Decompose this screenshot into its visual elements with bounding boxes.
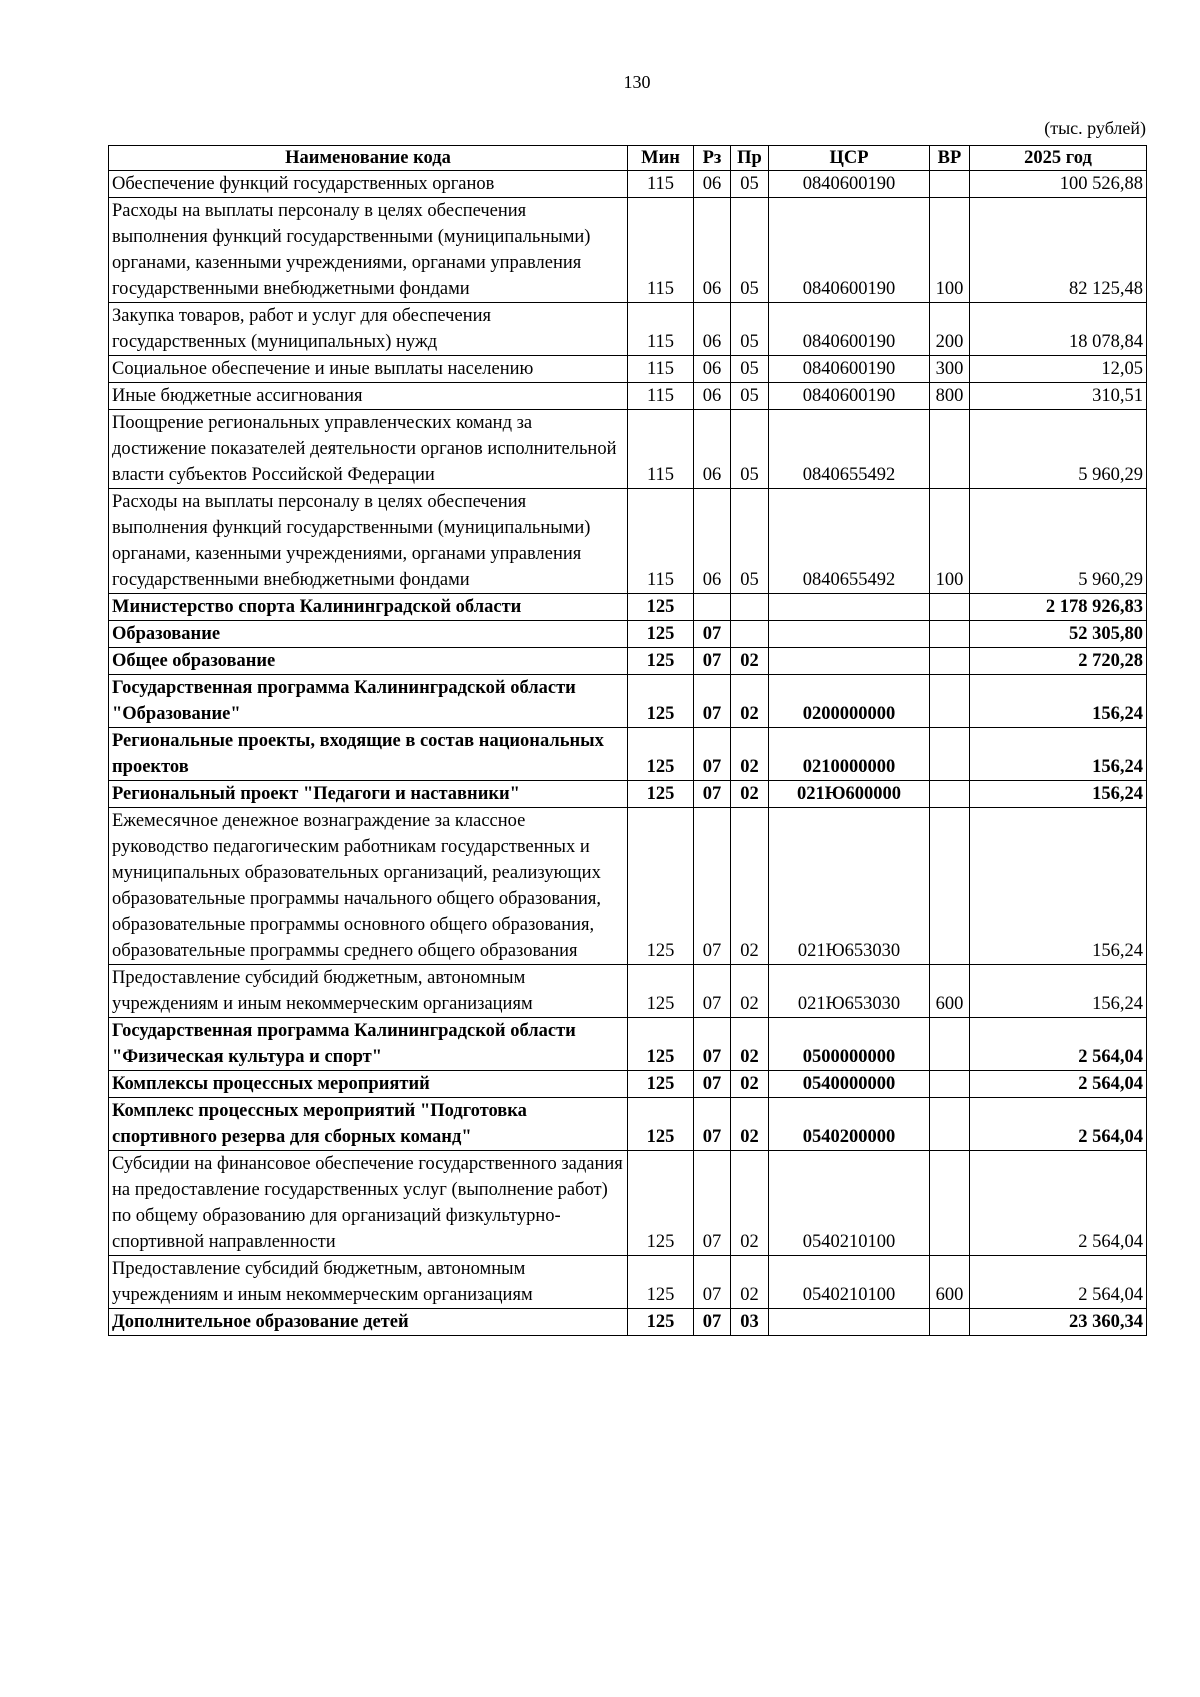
cell-min: 115	[628, 383, 694, 410]
table-body	[109, 171, 1147, 1336]
cell-rz: 06	[694, 410, 731, 489]
cell-rz: 07	[694, 1151, 731, 1256]
cell-csr: 0210000000	[769, 728, 930, 781]
cell-min: 115	[628, 198, 694, 303]
cell-vr	[930, 808, 970, 965]
cell-name: Расходы на выплаты персоналу в целях обеспечения выполнения функций государственными (муниципальными) органами, казенными учреждениями, органами управления государственными внебюджетными фондами	[109, 489, 628, 594]
cell-vr	[930, 621, 970, 648]
cell-pr: 02	[731, 1071, 769, 1098]
cell-pr: 05	[731, 489, 769, 594]
cell-csr: 0840600190	[769, 171, 930, 198]
cell-name: Комплекс процессных мероприятий "Подготовка спортивного резерва для сборных команд"	[109, 1098, 628, 1151]
cell-name: Ежемесячное денежное вознаграждение за классное руководство педагогическим работникам государственных и муниципальных образовательных организаций, реализующих образовательные программы начального общего образования, образовательные программы основного общего образования, образовательные программы среднего общего образования	[109, 808, 628, 965]
cell-pr: 02	[731, 675, 769, 728]
cell-vr	[930, 1018, 970, 1071]
cell-name: Обеспечение функций государственных органов	[109, 171, 628, 198]
cell-csr: 0840600190	[769, 383, 930, 410]
table-row	[109, 1098, 1147, 1151]
cell-csr: 0540200000	[769, 1098, 930, 1151]
cell-name: Региональные проекты, входящие в состав национальных проектов	[109, 728, 628, 781]
cell-min: 125	[628, 1018, 694, 1071]
cell-name: Дополнительное образование детей	[109, 1309, 628, 1336]
cell-csr: 0540210100	[769, 1256, 930, 1309]
cell-name: Закупка товаров, работ и услуг для обеспечения государственных (муниципальных) нужд	[109, 303, 628, 356]
cell-sum: 156,24	[970, 808, 1147, 965]
cell-csr: 0840655492	[769, 410, 930, 489]
cell-name: Общее образование	[109, 648, 628, 675]
cell-sum: 52 305,80	[970, 621, 1147, 648]
cell-csr: 0200000000	[769, 675, 930, 728]
cell-name: Региональный проект "Педагоги и наставники"	[109, 781, 628, 808]
cell-rz: 07	[694, 728, 731, 781]
header-rz: Рз	[694, 146, 731, 171]
cell-sum: 310,51	[970, 383, 1147, 410]
cell-min: 115	[628, 303, 694, 356]
cell-min: 125	[628, 594, 694, 621]
cell-pr: 02	[731, 808, 769, 965]
cell-sum: 5 960,29	[970, 410, 1147, 489]
cell-rz: 06	[694, 356, 731, 383]
cell-rz: 07	[694, 675, 731, 728]
cell-rz: 06	[694, 198, 731, 303]
cell-csr: 0840600190	[769, 303, 930, 356]
cell-name: Поощрение региональных управленческих команд за достижение показателей деятельности органов исполнительной власти субъектов Российской Федерации	[109, 410, 628, 489]
table-row	[109, 1256, 1147, 1309]
cell-min: 125	[628, 1309, 694, 1336]
cell-pr: 02	[731, 1151, 769, 1256]
header-pr: Пр	[731, 146, 769, 171]
table-row	[109, 648, 1147, 675]
cell-vr	[930, 781, 970, 808]
cell-min: 115	[628, 410, 694, 489]
cell-pr: 02	[731, 648, 769, 675]
cell-vr	[930, 728, 970, 781]
page-number: 130	[623, 72, 651, 92]
cell-rz: 07	[694, 965, 731, 1018]
cell-pr: 05	[731, 356, 769, 383]
cell-sum: 156,24	[970, 965, 1147, 1018]
cell-vr	[930, 1151, 970, 1256]
cell-min: 115	[628, 171, 694, 198]
cell-sum: 156,24	[970, 781, 1147, 808]
header-csr: ЦСР	[769, 146, 930, 171]
cell-rz: 06	[694, 489, 731, 594]
cell-sum: 82 125,48	[970, 198, 1147, 303]
cell-rz	[694, 594, 731, 621]
cell-name: Государственная программа Калининградской области "Образование"	[109, 675, 628, 728]
cell-vr: 600	[930, 1256, 970, 1309]
header-vr: ВР	[930, 146, 970, 171]
cell-rz: 07	[694, 648, 731, 675]
cell-name: Комплексы процессных мероприятий	[109, 1071, 628, 1098]
cell-sum: 2 564,04	[970, 1151, 1147, 1256]
cell-vr	[930, 648, 970, 675]
cell-name: Социальное обеспечение и иные выплаты населению	[109, 356, 628, 383]
cell-rz: 07	[694, 1018, 731, 1071]
cell-min: 125	[628, 648, 694, 675]
cell-rz: 07	[694, 621, 731, 648]
cell-rz: 07	[694, 1071, 731, 1098]
budget-table	[108, 145, 1147, 1336]
table-row	[109, 1018, 1147, 1071]
cell-sum: 2 564,04	[970, 1071, 1147, 1098]
cell-pr	[731, 621, 769, 648]
cell-csr	[769, 1309, 930, 1336]
cell-pr: 05	[731, 171, 769, 198]
cell-min: 125	[628, 1151, 694, 1256]
cell-vr: 100	[930, 198, 970, 303]
cell-pr: 03	[731, 1309, 769, 1336]
cell-vr	[930, 594, 970, 621]
header-min: Мин	[628, 146, 694, 171]
cell-sum: 156,24	[970, 728, 1147, 781]
cell-pr: 02	[731, 728, 769, 781]
cell-csr	[769, 648, 930, 675]
cell-name: Государственная программа Калининградской области "Физическая культура и спорт"	[109, 1018, 628, 1071]
cell-sum: 100 526,88	[970, 171, 1147, 198]
table-row	[109, 1309, 1147, 1336]
cell-min: 125	[628, 728, 694, 781]
cell-csr: 0840600190	[769, 198, 930, 303]
cell-rz: 07	[694, 1256, 731, 1309]
cell-sum: 18 078,84	[970, 303, 1147, 356]
cell-vr	[930, 1071, 970, 1098]
table-header-row	[109, 146, 1147, 171]
cell-name: Образование	[109, 621, 628, 648]
table-row	[109, 383, 1147, 410]
cell-pr: 02	[731, 1256, 769, 1309]
cell-csr	[769, 621, 930, 648]
cell-vr	[930, 410, 970, 489]
cell-pr: 05	[731, 303, 769, 356]
cell-vr: 800	[930, 383, 970, 410]
cell-pr: 02	[731, 1018, 769, 1071]
cell-sum: 2 564,04	[970, 1018, 1147, 1071]
cell-pr: 02	[731, 1098, 769, 1151]
table-row	[109, 1071, 1147, 1098]
table-row	[109, 621, 1147, 648]
units-label: (тыс. рублей)	[1044, 118, 1146, 138]
cell-rz: 07	[694, 1309, 731, 1336]
cell-csr: 021Ю600000	[769, 781, 930, 808]
cell-min: 115	[628, 356, 694, 383]
cell-min: 125	[628, 808, 694, 965]
cell-csr: 021Ю653030	[769, 965, 930, 1018]
table-row	[109, 1151, 1147, 1256]
cell-rz: 06	[694, 383, 731, 410]
table-row	[109, 728, 1147, 781]
cell-vr	[930, 171, 970, 198]
cell-name: Предоставление субсидий бюджетным, автономным учреждениям и иным некоммерческим организациям	[109, 1256, 628, 1309]
cell-sum: 2 720,28	[970, 648, 1147, 675]
cell-sum: 2 564,04	[970, 1098, 1147, 1151]
cell-csr: 0540210100	[769, 1151, 930, 1256]
table-row	[109, 808, 1147, 965]
cell-name: Расходы на выплаты персоналу в целях обеспечения выполнения функций государственными (муниципальными) органами, казенными учреждениями, органами управления государственными внебюджетными фондами	[109, 198, 628, 303]
cell-rz: 07	[694, 1098, 731, 1151]
cell-sum: 156,24	[970, 675, 1147, 728]
cell-sum: 23 360,34	[970, 1309, 1147, 1336]
table-row	[109, 594, 1147, 621]
cell-vr	[930, 1309, 970, 1336]
cell-rz: 06	[694, 303, 731, 356]
cell-csr: 0540000000	[769, 1071, 930, 1098]
header-name: Наименование кода	[109, 146, 628, 171]
cell-min: 125	[628, 675, 694, 728]
cell-pr: 05	[731, 198, 769, 303]
cell-pr: 05	[731, 410, 769, 489]
cell-vr: 600	[930, 965, 970, 1018]
cell-min: 125	[628, 1256, 694, 1309]
cell-rz: 06	[694, 171, 731, 198]
header-sum: 2025 год	[970, 146, 1147, 171]
table-row	[109, 781, 1147, 808]
cell-min: 125	[628, 781, 694, 808]
cell-name: Министерство спорта Калининградской области	[109, 594, 628, 621]
cell-pr: 02	[731, 781, 769, 808]
cell-vr	[930, 675, 970, 728]
cell-sum: 12,05	[970, 356, 1147, 383]
cell-name: Иные бюджетные ассигнования	[109, 383, 628, 410]
cell-min: 125	[628, 621, 694, 648]
cell-vr: 300	[930, 356, 970, 383]
cell-vr: 200	[930, 303, 970, 356]
table-row	[109, 410, 1147, 489]
cell-sum: 2 564,04	[970, 1256, 1147, 1309]
table-row	[109, 171, 1147, 198]
cell-rz: 07	[694, 781, 731, 808]
cell-pr: 05	[731, 383, 769, 410]
table-row	[109, 303, 1147, 356]
cell-min: 115	[628, 489, 694, 594]
cell-csr: 0500000000	[769, 1018, 930, 1071]
cell-sum: 5 960,29	[970, 489, 1147, 594]
table-row	[109, 489, 1147, 594]
cell-rz: 07	[694, 808, 731, 965]
table-row	[109, 198, 1147, 303]
table-row	[109, 965, 1147, 1018]
table-row	[109, 675, 1147, 728]
cell-pr	[731, 594, 769, 621]
cell-min: 125	[628, 1098, 694, 1151]
cell-csr: 0840600190	[769, 356, 930, 383]
cell-sum: 2 178 926,83	[970, 594, 1147, 621]
cell-vr: 100	[930, 489, 970, 594]
cell-csr	[769, 594, 930, 621]
cell-csr: 021Ю653030	[769, 808, 930, 965]
cell-min: 125	[628, 965, 694, 1018]
cell-csr: 0840655492	[769, 489, 930, 594]
cell-vr	[930, 1098, 970, 1151]
cell-pr: 02	[731, 965, 769, 1018]
cell-min: 125	[628, 1071, 694, 1098]
table-row	[109, 356, 1147, 383]
cell-name: Субсидии на финансовое обеспечение государственного задания на предоставление государственных услуг (выполнение работ) по общему образованию для организаций физкультурно-спортивной направленности	[109, 1151, 628, 1256]
cell-name: Предоставление субсидий бюджетным, автономным учреждениям и иным некоммерческим организациям	[109, 965, 628, 1018]
